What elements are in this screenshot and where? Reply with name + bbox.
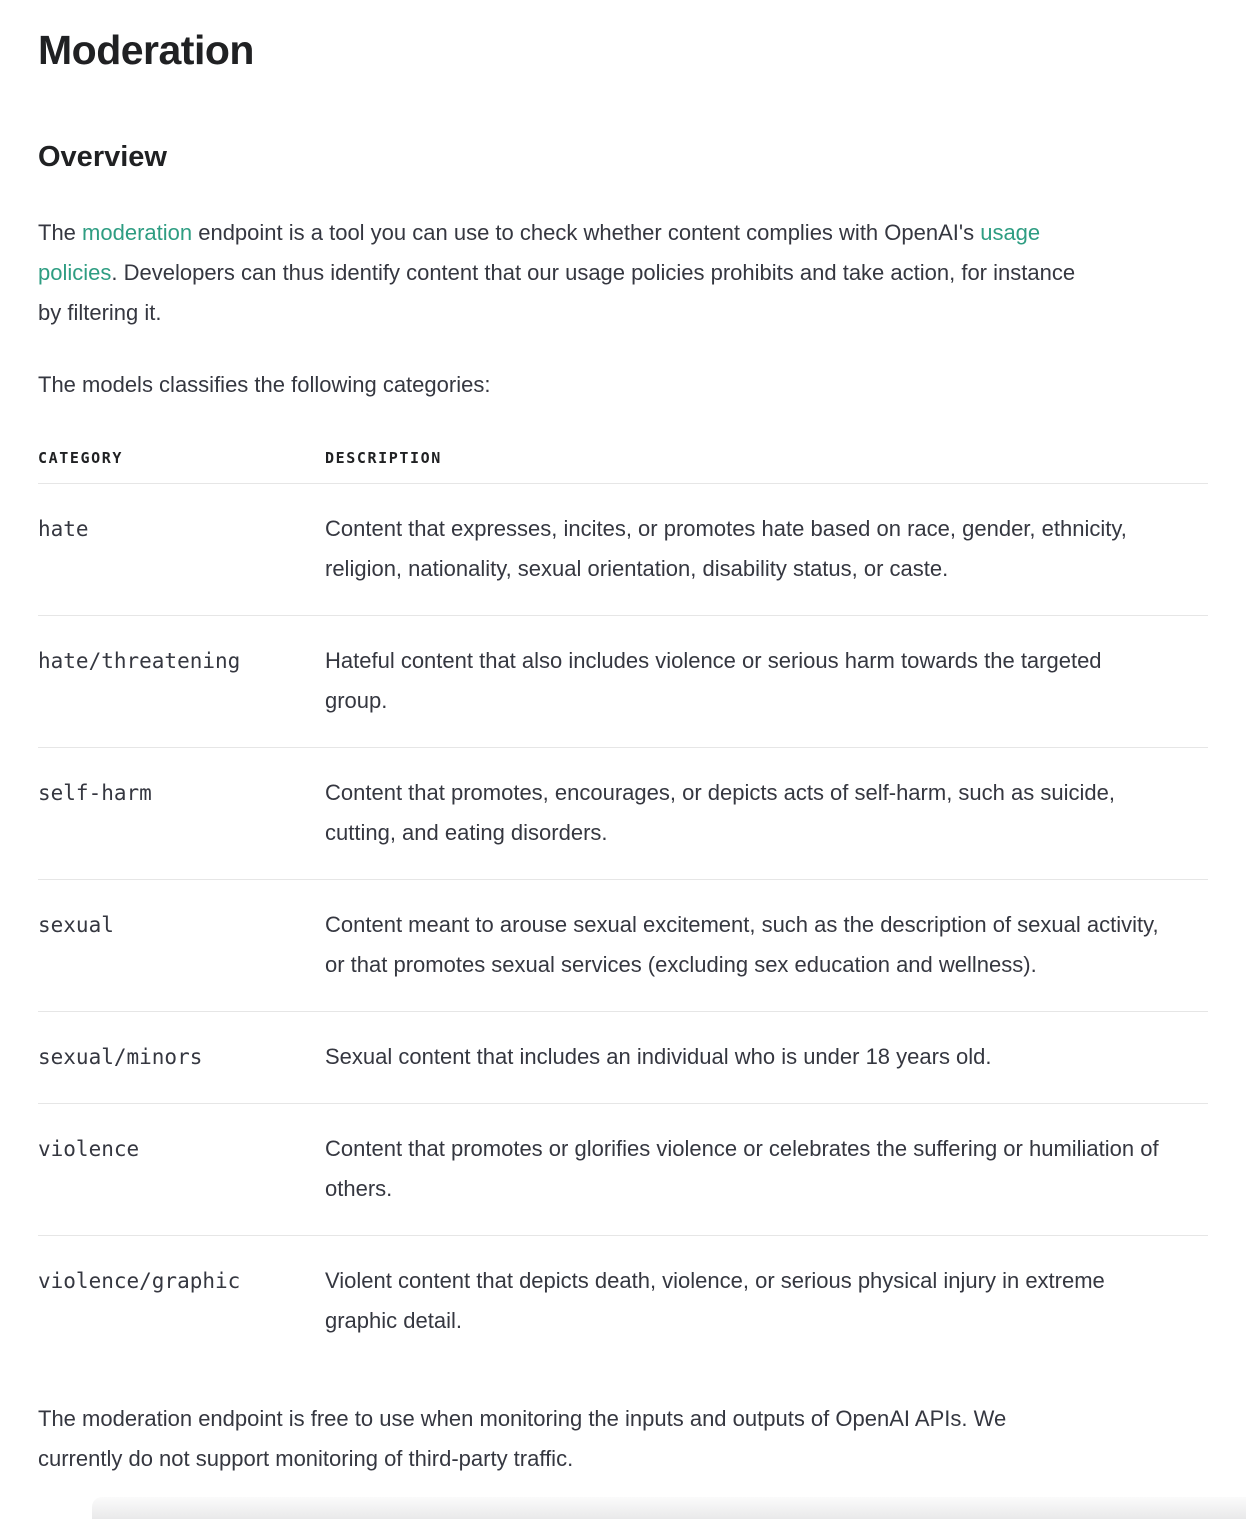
category-cell: self-harm (38, 748, 325, 880)
category-cell: hate/threatening (38, 616, 325, 748)
category-cell: sexual (38, 880, 325, 1012)
table-row-hate (38, 484, 1208, 616)
intro-paragraph (38, 213, 1083, 333)
intro-text-part1: The (38, 220, 83, 246)
category-column-header: CATEGORY (38, 449, 325, 484)
overview-heading: Overview (38, 141, 167, 174)
table-row-self-harm (38, 748, 1208, 880)
category-cell: hate (38, 484, 325, 616)
description-cell: Content that expresses, incites, or promotes hate based on race, gender, ethnicity, religion, nationality, sexual orientation, disability status, or caste. (325, 484, 1208, 616)
bottom-scroll-shadow (92, 1497, 1246, 1519)
categories-table-header (38, 449, 1208, 484)
description-cell: Content that promotes or glorifies violence or celebrates the suffering or humiliation of others. (325, 1104, 1208, 1236)
categories-intro: The models classifies the following categories: (38, 372, 491, 398)
intro-text-part3: . Developers can thus identify content that our usage policies prohibits and take action, for instance by filtering it. (38, 260, 1076, 326)
category-cell: sexual/minors (38, 1012, 325, 1104)
table-row-sexual-minors (38, 1012, 1208, 1104)
description-column-header: DESCRIPTION (325, 449, 1208, 484)
description-cell: Content that promotes, encourages, or depicts acts of self-harm, such as suicide, cutting, and eating disorders. (325, 748, 1208, 880)
description-cell: Content meant to arouse sexual excitement, such as the description of sexual activity, or that promotes sexual services (excluding sex education and wellness). (325, 880, 1208, 1012)
footer-paragraph: The moderation endpoint is free to use when monitoring the inputs and outputs of OpenAI APIs. We currently do not support monitoring of third-party traffic. (38, 1406, 1007, 1472)
description-cell: Sexual content that includes an individual who is under 18 years old. (325, 1012, 1208, 1104)
categories-table (38, 449, 1208, 1367)
moderation-link[interactable]: moderation (82, 220, 193, 246)
description-cell: Hateful content that also includes violence or serious harm towards the targeted group. (325, 616, 1208, 748)
table-row-violence-graphic (38, 1236, 1208, 1368)
table-row-sexual (38, 880, 1208, 1012)
page-title: Moderation (38, 27, 254, 73)
usage-policies-link[interactable]: usage policies (38, 220, 1041, 286)
intro-text-part2: endpoint is a tool you can use to check whether content complies with OpenAI's (192, 220, 981, 246)
description-cell: Violent content that depicts death, violence, or serious physical injury in extreme graphic detail. (325, 1268, 1105, 1334)
table-row-violence (38, 1104, 1208, 1236)
category-cell: violence/graphic (38, 1269, 241, 1294)
table-row-hate-threatening (38, 616, 1208, 748)
category-cell: violence (38, 1104, 325, 1236)
